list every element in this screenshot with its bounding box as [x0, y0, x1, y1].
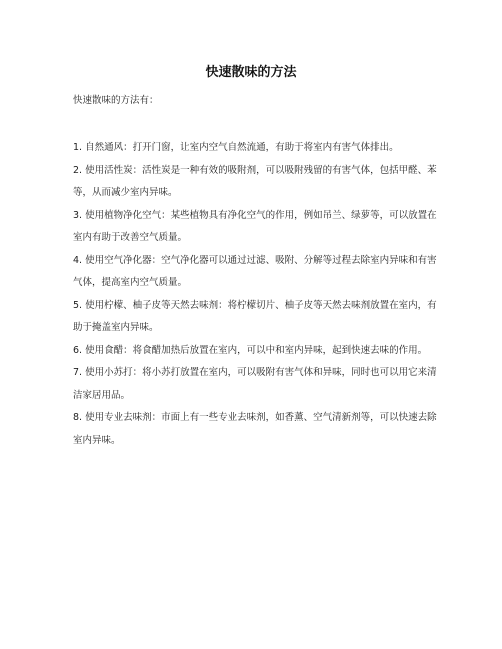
- method-list: [73, 137, 445, 452]
- list-item: 2. 使用活性炭：活性炭是一种有效的吸附剂，可以吸附残留的有害气体，包括甲醛、苯等，从而减少室内异味。: [73, 164, 437, 198]
- list-item: 4. 使用空气净化器：空气净化器可以通过过滤、吸附、分解等过程去除室内异味和有害气体，提高室内空气质量。: [73, 254, 437, 288]
- list-item: 1. 自然通风：打开门窗，让室内空气自然流通，有助于将室内有害气体排出。: [73, 142, 399, 153]
- document-title: 快速散味的方法: [205, 65, 297, 80]
- list-item: 3. 使用植物净化空气：某些植物具有净化空气的作用，例如吊兰、绿萝等，可以放置在室内有助于改善空气质量。: [73, 209, 437, 243]
- list-item: 7. 使用小苏打：将小苏打放置在室内，可以吸附有害气体和异味，同时也可以用它来清洁家居用品。: [73, 367, 437, 401]
- list-item: 8. 使用专业去味剂：市面上有一些专业去味剂，如香薰、空气清新剂等，可以快速去除室内异味。: [73, 412, 437, 446]
- list-item: 6. 使用食醋：将食醋加热后放置在室内，可以中和室内异味，起到快速去味的作用。: [73, 344, 428, 356]
- intro-text: 快速散味的方法有：: [73, 95, 159, 106]
- list-item: 5. 使用柠檬、柚子皮等天然去味剂：将柠檬切片、柚子皮等天然去味剂放置在室内，有助于掩盖室内异味。: [73, 299, 437, 333]
